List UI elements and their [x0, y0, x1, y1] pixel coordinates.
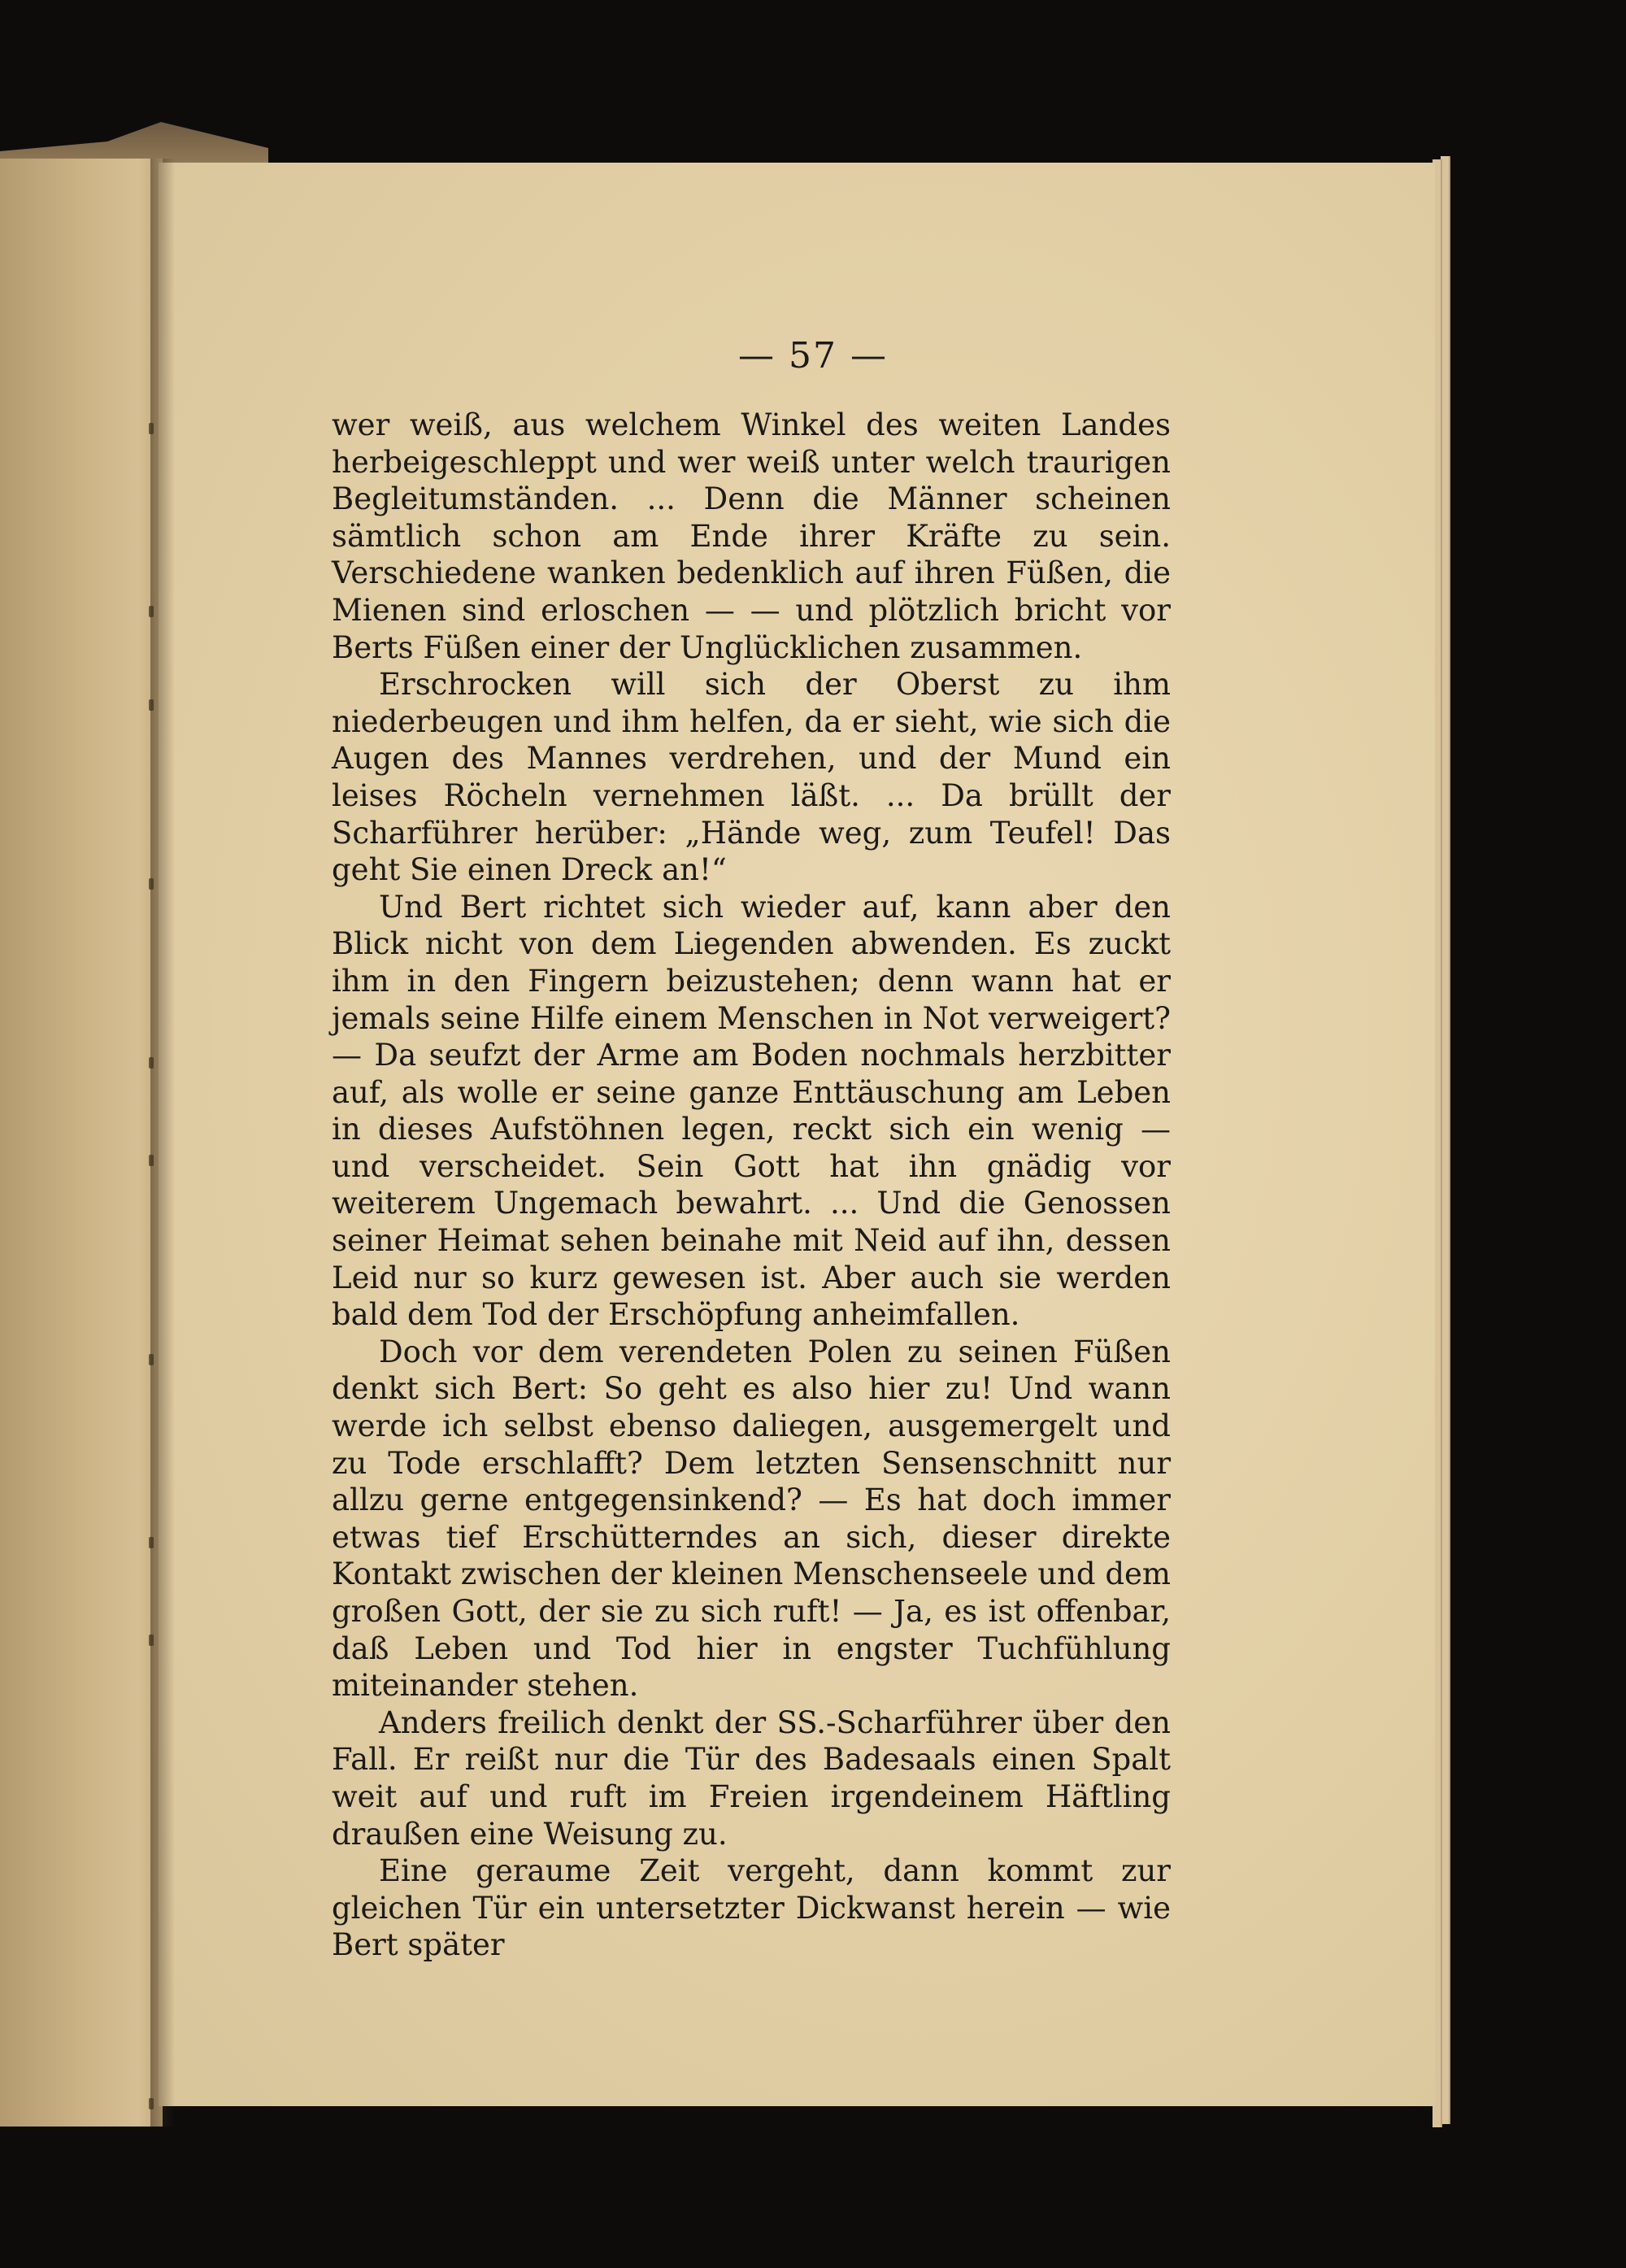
gutter-shadow [150, 159, 175, 2127]
binding-thread-mark [149, 1155, 154, 1166]
binding-thread-mark [149, 1537, 154, 1548]
paragraph: Anders freilich denkt der SS.-Scharführer über den Fall. Er reißt nur die Tür des Badesaals einen Spalt weit auf und ruft im Freien irgendeinem Häftling draußen eine Weisung zu. [332, 1704, 1171, 1852]
page-number: — 57 — [738, 335, 888, 377]
paragraph: Und Bert richtet sich wieder auf, kann aber den Blick nicht von dem Liegenden abwenden. Es zuckt ihm in den Fingern beizustehen; denn wann hat er jemals seine Hilfe einem Menschen in Not verweigert? — Da seufzt der Arme am Boden nochmals herzbitter auf, als wolle er seine ganze Enttäuschung am Leben in dieses Aufstöhnen legen, reckt sich ein wenig — und verscheidet. Sein Gott hat ihn gnädig vor weiterem Ungemach bewahrt. ... Und die Genossen seiner Heimat sehen beinahe mit Neid auf ihn, dessen Leid nur so kurz gewesen ist. Aber auch sie werden bald dem Tod der Erschöpfung anheimfallen. [332, 889, 1171, 1333]
paragraph: Erschrocken will sich der Oberst zu ihm niederbeugen und ihm helfen, da er sieht, wie sich die Augen des Mannes verdrehen, und der Mund ein leises Röcheln vernehmen läßt. ... Da brüllt der Scharführer herüber: „Hände weg, zum Teufel! Das geht Sie einen Dreck an!“ [332, 667, 1171, 888]
body-text [332, 407, 1171, 1964]
left-facing-page [0, 159, 163, 2127]
binding-thread-mark [149, 606, 154, 617]
binding-thread-mark [149, 423, 154, 434]
binding-thread-mark [149, 1635, 154, 1646]
binding-thread-mark [149, 1057, 154, 1069]
binding-thread-mark [149, 878, 154, 890]
binding-thread-mark [149, 1354, 154, 1365]
paragraph: Eine geraume Zeit vergeht, dann kommt zur gleichen Tür ein untersetzter Dickwanst herein — wie Bert später [332, 1853, 1171, 1963]
paragraph: wer weiß, aus welchem Winkel des weiten Landes herbeigeschleppt und wer weiß unter welch traurigen Begleitumständen. ... Denn die Männer scheinen sämtlich schon am Ende ihrer Kräfte zu sein. Verschiedene wanken bedenklich auf ihren Füßen, die Mienen sind erloschen — — und plötzlich bricht vor Berts Füßen einer der Unglücklichen zusammen. [332, 407, 1171, 665]
paragraph: Doch vor dem verendeten Polen zu seinen Füßen denkt sich Bert: So geht es also hier zu! Und wann werde ich selbst ebenso daliegen, ausgemergelt und zu Tode erschlafft? Dem letzten Sensenschnitt nur allzu gerne entgegensinkend? — Es hat doch immer etwas tief Erschütterndes an sich, dieser direkte Kontakt zwischen der kleinen Menschenseele und dem großen Gott, der sie zu sich ruft! — Ja, es ist offenbar, daß Leben und Tod hier in engster Tuchfühlung miteinander stehen. [332, 1334, 1172, 1704]
binding-thread-mark [149, 699, 154, 711]
binding-thread-mark [149, 2098, 154, 2109]
